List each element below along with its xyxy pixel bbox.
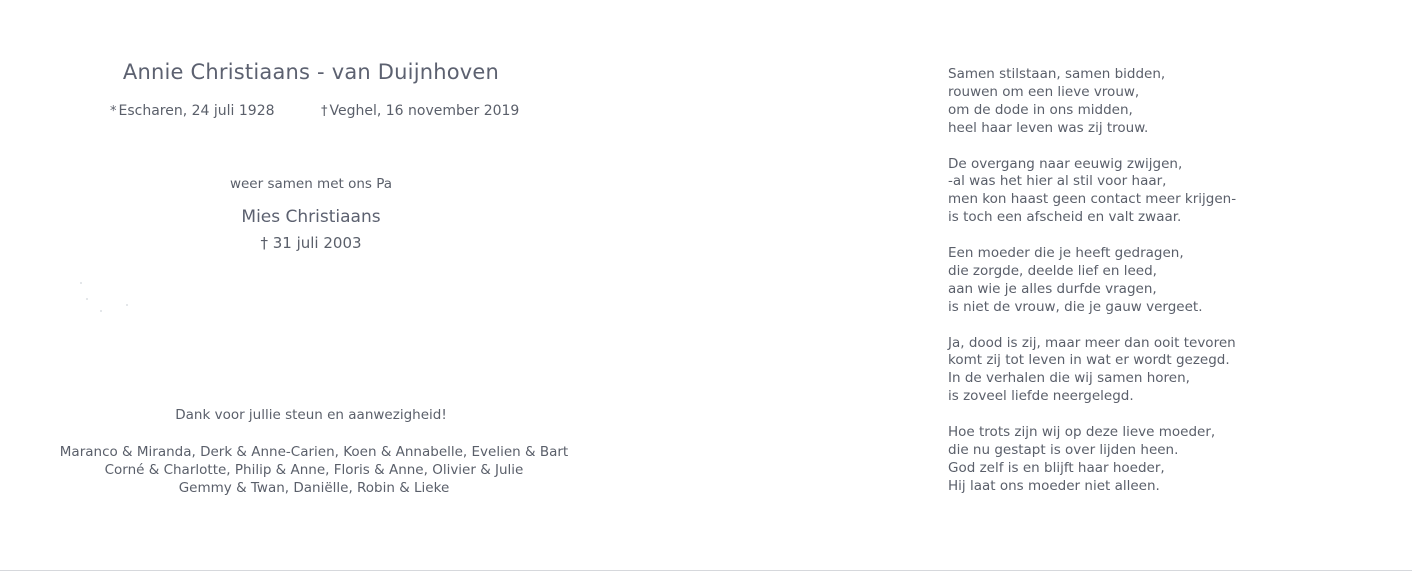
thanks-text: Dank voor jullie steun en aanwezigheid! (175, 407, 447, 423)
death-cross-icon: † (321, 104, 328, 119)
poem-stanza (948, 335, 1236, 407)
birth-line (110, 103, 275, 119)
poem-line: is toch een afscheid en valt zwaar. (948, 209, 1182, 226)
poem-line: Hij laat ons moeder niet alleen. (948, 477, 1160, 494)
poem-line: is niet de vrouw, die je gauw vergeet. (948, 298, 1203, 315)
death-line (321, 103, 519, 119)
paper-specks (78, 280, 138, 320)
family-line: Maranco & Miranda, Derk & Anne-Carien, Koen & Annabelle, Evelien & Bart (59, 444, 569, 460)
card-bottom-edge (0, 570, 1412, 571)
poem-line: Hoe trots zijn wij op deze lieve moeder, (948, 424, 1216, 441)
poem-line: -al was het hier al stil voor haar, (948, 173, 1167, 190)
birth-date: Escharen, 24 juli 1928 (118, 103, 275, 119)
poem-line: Samen stilstaan, samen bidden, (948, 66, 1166, 82)
poem-line: om de dode in ons midden, (948, 101, 1133, 118)
poem-line: rouwen om een lieve vrouw, (948, 83, 1140, 100)
poem-line: men kon haast geen contact meer krijgen- (948, 191, 1237, 208)
reunited-text: weer samen met ons Pa (229, 176, 393, 192)
poem-line: Ja, dood is zij, maar meer dan ooit tevoren (948, 334, 1236, 351)
husband-death-date: † 31 juli 2003 (260, 234, 362, 252)
poem-stanza (948, 424, 1236, 496)
birth-star-icon: * (110, 104, 117, 119)
death-date: Veghel, 16 november 2019 (329, 103, 520, 119)
poem (948, 66, 1236, 514)
poem-stanza (948, 245, 1236, 317)
poem-line: God zelf is en blijft haar hoeder, (948, 459, 1165, 476)
poem-line: heel haar leven was zij trouw. (948, 119, 1149, 136)
poem-line: In de verhalen die wij samen horen, (948, 370, 1190, 387)
family-line: Gemmy & Twan, Daniëlle, Robin & Lieke (178, 480, 450, 496)
deceased-name: Annie Christiaans - van Duijnhoven (122, 60, 500, 84)
poem-stanza (948, 66, 1236, 138)
poem-line: die zorgde, deelde lief en leed, (948, 262, 1157, 279)
family-line: Corné & Charlotte, Philip & Anne, Floris & Anne, Olivier & Julie (104, 462, 524, 478)
family-names (0, 443, 628, 497)
poem-line: is zoveel liefde neergelegd. (948, 388, 1134, 405)
poem-line: die nu gestapt is over lijden heen. (948, 441, 1179, 458)
poem-line: komt zij tot leven in wat er wordt gezegd. (948, 352, 1230, 369)
poem-line: Een moeder die je heeft gedragen, (948, 245, 1184, 262)
husband-name: Mies Christiaans (241, 207, 381, 227)
poem-line: aan wie je alles durfde vragen, (948, 280, 1157, 297)
poem-stanza (948, 156, 1236, 228)
poem-line: De overgang naar eeuwig zwijgen, (948, 155, 1183, 172)
